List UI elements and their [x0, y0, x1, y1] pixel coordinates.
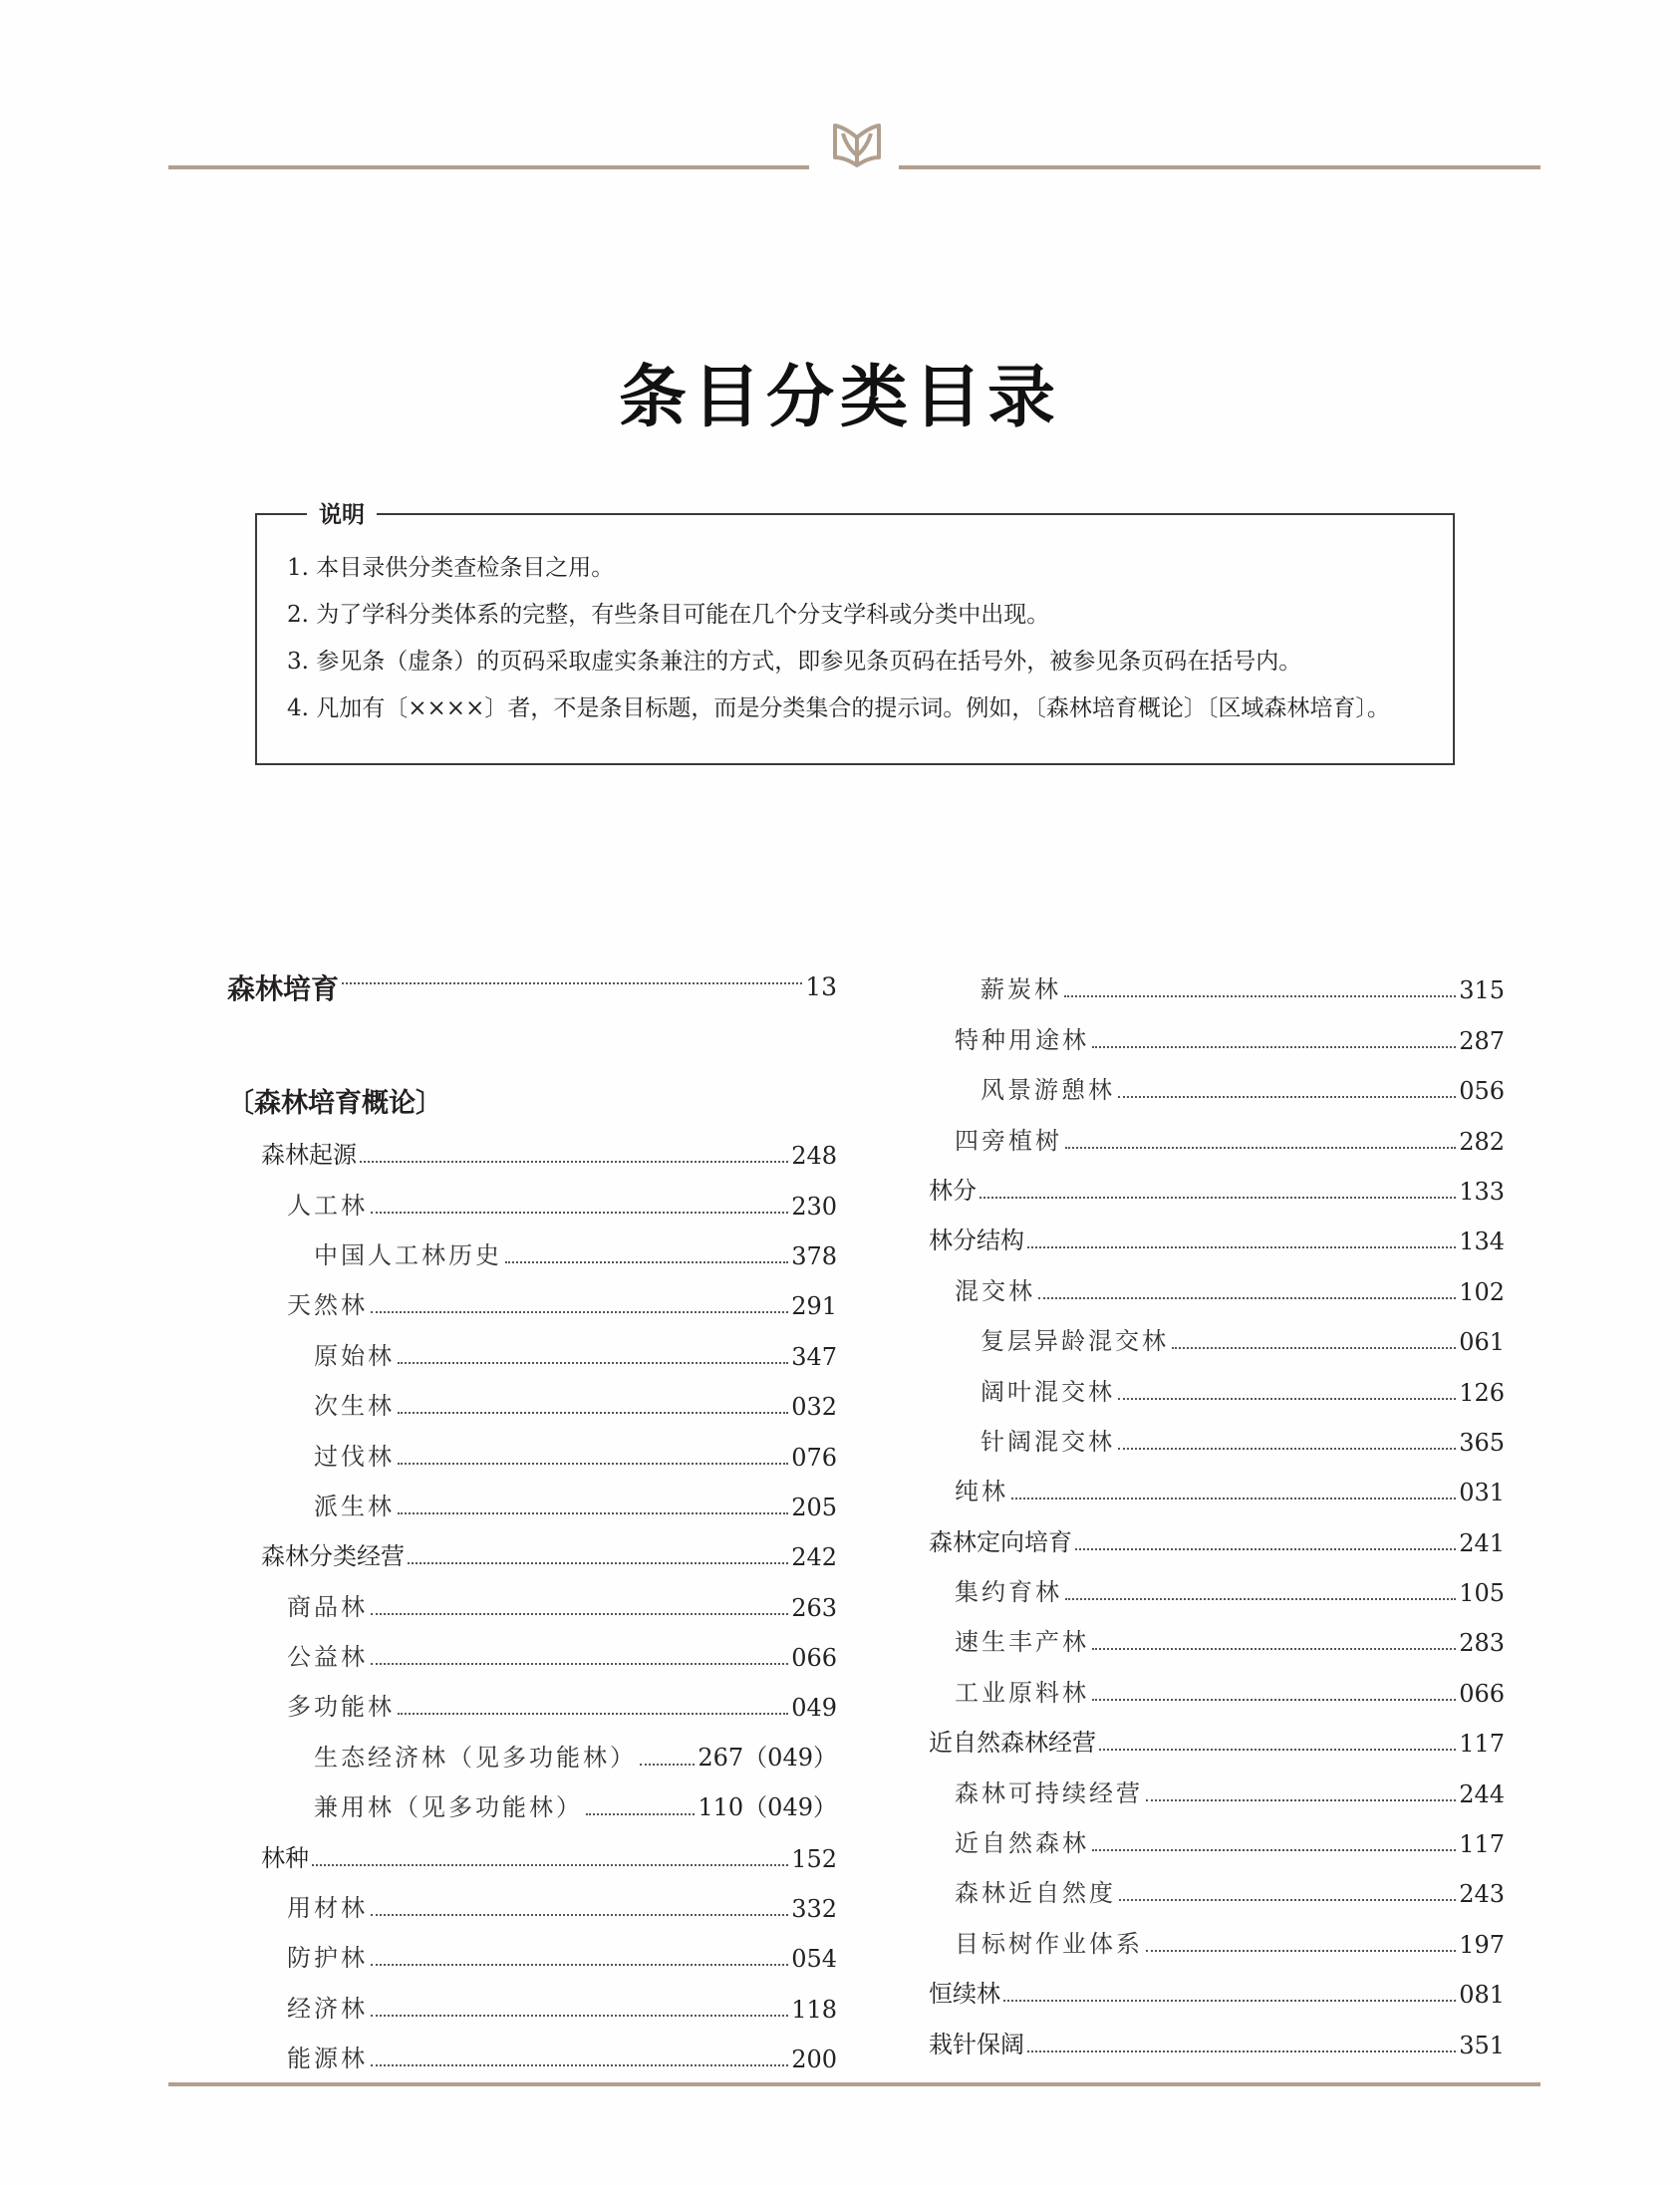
- dot-leader: [1092, 1849, 1456, 1851]
- toc-entry-page: 118: [791, 1995, 837, 2024]
- dot-leader: [1075, 1548, 1456, 1550]
- toc-entry-label: 栽针保阔: [929, 2030, 1024, 2058]
- dot-leader: [1119, 1899, 1456, 1901]
- toc-entry-label: 薪炭林: [980, 975, 1061, 1004]
- toc-entry[interactable]: [227, 1270, 837, 1320]
- notice-label: 说明: [307, 496, 377, 529]
- dot-leader: [371, 1613, 788, 1615]
- toc-entry[interactable]: [227, 1622, 837, 1672]
- dot-leader: [1118, 1398, 1456, 1400]
- dot-leader: [371, 1663, 788, 1665]
- toc-entry-label: 派生林: [314, 1492, 395, 1520]
- toc-entry-page: 267（049）: [698, 1743, 837, 1772]
- dot-leader: [1038, 1297, 1456, 1299]
- notice-box: [255, 502, 1455, 765]
- dot-leader: [1118, 1096, 1456, 1098]
- dot-leader: [1172, 1347, 1456, 1349]
- toc-entry[interactable]: [227, 1120, 837, 1170]
- toc-entry[interactable]: [929, 1255, 1505, 1305]
- toc-entry-page: 031: [1459, 1479, 1505, 1507]
- toc-entry-label: 商品林: [287, 1592, 368, 1621]
- dot-leader: [1027, 1246, 1456, 1248]
- toc-entry[interactable]: [227, 1421, 837, 1471]
- toc-entry-label: 过伐林: [314, 1442, 395, 1471]
- dot-leader: [398, 1412, 788, 1414]
- toc-entry[interactable]: [929, 1708, 1505, 1758]
- toc-entry[interactable]: [227, 1822, 837, 1872]
- toc-entry-label: 速生丰产林: [955, 1628, 1089, 1657]
- toc-entry[interactable]: [227, 1320, 837, 1370]
- toc-entry-page: 241: [1459, 1528, 1505, 1557]
- toc-entry-page: 056: [1459, 1077, 1505, 1106]
- dot-leader: [371, 2015, 788, 2017]
- toc-category-label: 〔森林培育概论〕: [227, 1087, 442, 1119]
- toc-entry[interactable]: [227, 1221, 837, 1270]
- toc-entry-label: 能源林: [287, 2045, 368, 2073]
- toc-entry-label: 阔叶混交林: [980, 1377, 1115, 1406]
- toc-entry[interactable]: [929, 1356, 1505, 1406]
- toc-entry-label: 森林近自然度: [955, 1879, 1116, 1908]
- dot-leader: [586, 1813, 695, 1815]
- toc-entry[interactable]: [227, 1371, 837, 1421]
- toc-entry-page: 205: [791, 1493, 837, 1521]
- toc-entry[interactable]: [227, 1773, 837, 1822]
- toc-spacer: [227, 1019, 837, 1069]
- toc-entry-label: 天然林: [287, 1291, 368, 1320]
- toc-entry-page: 049: [791, 1694, 837, 1723]
- toc-entry-label: 森林可持续经营: [955, 1778, 1143, 1807]
- toc-entry-label: 风景游憩林: [980, 1076, 1115, 1105]
- toc-entry-page: 248: [791, 1142, 837, 1171]
- toc-entry-page: 102: [1459, 1277, 1505, 1306]
- toc-entry-page: 117: [1459, 1830, 1505, 1859]
- dot-leader: [1092, 1046, 1456, 1048]
- toc-entry[interactable]: [929, 2009, 1505, 2058]
- toc-entry-label: 纯林: [955, 1478, 1008, 1506]
- toc-entry-label: 特种用途林: [955, 1025, 1089, 1054]
- toc-entry[interactable]: [929, 955, 1505, 1004]
- toc-entry-label: 公益林: [287, 1643, 368, 1672]
- toc-entry-page: 133: [1459, 1177, 1505, 1206]
- toc-category-heading: [227, 1069, 837, 1119]
- dot-leader: [640, 1764, 695, 1766]
- toc-entry-page: 315: [1459, 976, 1505, 1005]
- toc-entry-page: 283: [1459, 1629, 1505, 1658]
- dot-leader: [408, 1562, 788, 1564]
- toc-entry-page: 200: [791, 2046, 837, 2074]
- toc-entry[interactable]: [929, 1105, 1505, 1155]
- top-rule-left: [168, 165, 809, 169]
- toc-entry-label: 近自然森林: [955, 1829, 1089, 1858]
- toc-entry-label: 中国人工林历史: [314, 1240, 502, 1269]
- dot-leader: [1065, 1147, 1456, 1149]
- toc-entry[interactable]: [227, 1472, 837, 1521]
- dot-leader: [1099, 1749, 1456, 1751]
- toc-entry-label: 工业原料林: [955, 1678, 1089, 1707]
- dot-leader: [342, 982, 802, 984]
- toc-entry[interactable]: [227, 1672, 837, 1722]
- toc-entry[interactable]: [929, 1004, 1505, 1054]
- notice-item: 4. 凡加有〔××××〕者，不是条目标题，而是分类集合的提示词。例如，〔森林培育概论〕〔区域森林培育〕。: [287, 695, 1390, 721]
- toc-entry-page: 110（049）: [698, 1793, 837, 1822]
- dot-leader: [398, 1362, 788, 1364]
- toc-entry[interactable]: [227, 1923, 837, 1973]
- toc-entry-label: 人工林: [287, 1191, 368, 1220]
- toc-entry-label: 林种: [261, 1843, 309, 1872]
- toc-entry-page: 076: [791, 1443, 837, 1472]
- toc-entry[interactable]: [929, 1557, 1505, 1607]
- toc-entry[interactable]: [227, 1571, 837, 1621]
- toc-entry[interactable]: [929, 1808, 1505, 1858]
- toc-entry-page: 197: [1459, 1930, 1505, 1959]
- notice-item: 3. 参见条（虚条）的页码采取虚实条兼注的方式，即参见条页码在括号外，被参见条页码在括号内。: [287, 649, 1302, 675]
- bottom-rule: [168, 2082, 1540, 2086]
- dot-leader: [1146, 1799, 1456, 1801]
- dot-leader: [371, 1914, 788, 1916]
- toc-entry[interactable]: [227, 1722, 837, 1772]
- toc-entry[interactable]: [929, 1657, 1505, 1707]
- toc-entry[interactable]: [227, 1170, 837, 1220]
- toc-entry-page: 291: [791, 1292, 837, 1321]
- dot-leader: [1064, 995, 1456, 997]
- dot-leader: [371, 2064, 788, 2066]
- toc-entry-label: 经济林: [287, 1994, 368, 2023]
- toc-entry-page: 230: [791, 1192, 837, 1221]
- dot-leader: [1011, 1498, 1456, 1500]
- dot-leader: [1027, 2050, 1456, 2052]
- toc-column-right: [929, 955, 1505, 2059]
- toc-entry[interactable]: [929, 1055, 1505, 1105]
- toc-entry-label: 用材林: [287, 1894, 368, 1923]
- toc-entry-label: 生态经济林（见多功能林）: [314, 1743, 637, 1772]
- toc-entry[interactable]: [929, 1407, 1505, 1457]
- toc-entry-page: 378: [791, 1241, 837, 1270]
- toc-entry-page: 081: [1459, 1981, 1505, 2010]
- toc-entry[interactable]: [227, 1521, 837, 1571]
- toc-entry[interactable]: [929, 1908, 1505, 1958]
- toc-entry-label: 原始林: [314, 1341, 395, 1370]
- toc-entry-page: 263: [791, 1593, 837, 1622]
- toc-entry-label: 林分结构: [929, 1227, 1024, 1255]
- toc-entry[interactable]: [227, 1973, 837, 2023]
- dot-leader: [371, 1212, 788, 1214]
- toc-entry-page: 126: [1459, 1378, 1505, 1407]
- toc-entry-label: 森林培育: [227, 971, 340, 1005]
- toc-entry-page: 13: [805, 972, 837, 1001]
- toc-entry[interactable]: [929, 1758, 1505, 1807]
- dot-leader: [505, 1261, 788, 1263]
- dot-leader: [371, 1964, 788, 1966]
- toc-entry[interactable]: [929, 1506, 1505, 1556]
- dot-leader: [371, 1311, 788, 1313]
- toc-entry-label: 兼用林（见多功能林）: [314, 1793, 583, 1822]
- toc-entry[interactable]: [227, 955, 837, 1019]
- toc-entry-page: 287: [1459, 1026, 1505, 1055]
- toc-entry[interactable]: [227, 2024, 837, 2073]
- toc-entry-page: 282: [1459, 1127, 1505, 1156]
- toc-entry-page: 032: [791, 1393, 837, 1422]
- toc-entry[interactable]: [929, 1306, 1505, 1356]
- toc-entry[interactable]: [929, 1858, 1505, 1908]
- toc-entry-label: 林分: [929, 1176, 977, 1205]
- toc-entry-page: 332: [791, 1895, 837, 1924]
- page-title: 条目分类目录: [618, 358, 1061, 437]
- dot-leader: [398, 1512, 788, 1514]
- toc-entry-label: 针阔混交林: [980, 1427, 1115, 1456]
- toc-entry-label: 四旁植树: [955, 1126, 1062, 1155]
- toc-entry[interactable]: [929, 1206, 1505, 1255]
- dot-leader: [1118, 1448, 1456, 1450]
- top-rule-right: [899, 165, 1540, 169]
- toc-entry[interactable]: [929, 1457, 1505, 1506]
- dot-leader: [1092, 1699, 1456, 1701]
- toc-column-left: [227, 955, 837, 2073]
- toc-entry-page: 061: [1459, 1328, 1505, 1357]
- notice-item: 2. 为了学科分类体系的完整，有些条目可能在几个分支学科或分类中出现。: [287, 602, 1050, 628]
- dot-leader: [1003, 2000, 1456, 2002]
- toc-entry-page: 117: [1459, 1730, 1505, 1759]
- toc-entry-page: 105: [1459, 1579, 1505, 1608]
- toc-entry-label: 复层异龄混交林: [980, 1327, 1169, 1356]
- toc-entry[interactable]: [929, 1959, 1505, 2009]
- toc-entry-page: 134: [1459, 1228, 1505, 1256]
- toc-entry-label: 多功能林: [287, 1693, 395, 1722]
- toc-entry-label: 森林分类经营: [261, 1542, 405, 1571]
- toc-entry-page: 244: [1459, 1779, 1505, 1808]
- dot-leader: [360, 1161, 788, 1163]
- toc-entry-page: 054: [791, 1945, 837, 1974]
- toc-entry-label: 混交林: [955, 1276, 1035, 1305]
- toc-entry[interactable]: [929, 1156, 1505, 1206]
- notice-list: [287, 553, 1433, 740]
- toc-entry-label: 集约育林: [955, 1578, 1062, 1607]
- toc-entry-label: 次生林: [314, 1392, 395, 1421]
- toc-entry-page: 365: [1459, 1428, 1505, 1457]
- toc-entry-page: 242: [791, 1543, 837, 1572]
- dot-leader: [312, 1864, 788, 1866]
- toc-entry-page: 066: [791, 1644, 837, 1673]
- toc-entry-label: 目标树作业体系: [955, 1929, 1143, 1958]
- dot-leader: [980, 1197, 1456, 1199]
- notice-item: 1. 本目录供分类查检条目之用。: [287, 555, 615, 581]
- toc-entry-page: 066: [1459, 1679, 1505, 1708]
- leaf-book-logo-icon: [831, 120, 883, 169]
- toc-entry[interactable]: [227, 1873, 837, 1923]
- toc-entry-label: 恒续林: [929, 1980, 1000, 2009]
- toc-entry-page: 351: [1459, 2031, 1505, 2059]
- toc-entry-page: 347: [791, 1342, 837, 1371]
- dot-leader: [398, 1463, 788, 1465]
- toc-entry-label: 防护林: [287, 1944, 368, 1973]
- dot-leader: [398, 1713, 788, 1715]
- dot-leader: [1146, 1950, 1456, 1952]
- dot-leader: [1092, 1648, 1456, 1650]
- toc-entry-label: 森林定向培育: [929, 1527, 1072, 1556]
- toc-entry-page: 152: [791, 1844, 837, 1873]
- toc-entry-page: 243: [1459, 1880, 1505, 1909]
- toc-entry-label: 近自然森林经营: [929, 1729, 1096, 1758]
- toc-entry[interactable]: [929, 1607, 1505, 1657]
- toc-entry-label: 森林起源: [261, 1141, 357, 1170]
- dot-leader: [1065, 1598, 1456, 1600]
